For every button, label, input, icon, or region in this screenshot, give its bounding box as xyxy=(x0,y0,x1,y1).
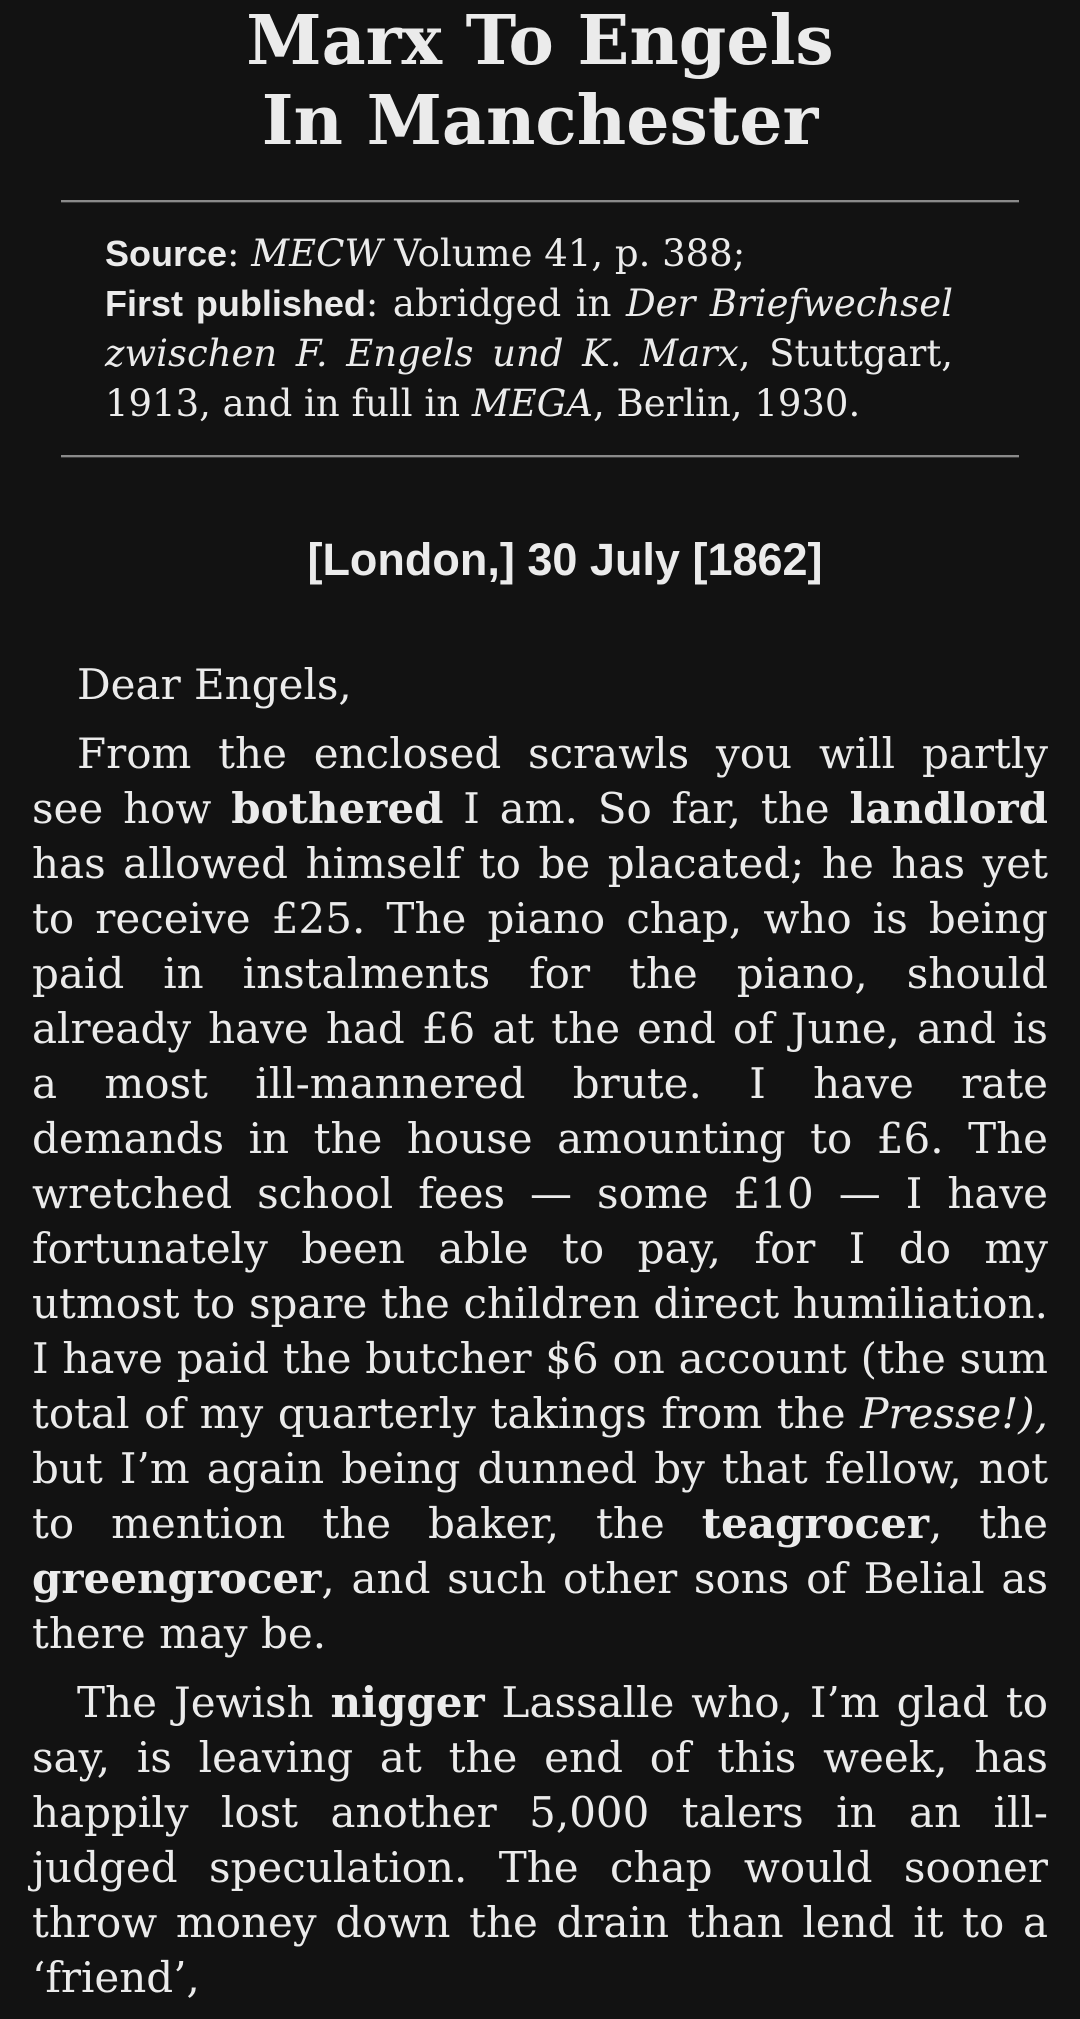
salutation: Dear Engels, xyxy=(77,660,352,709)
paragraph-1 xyxy=(32,726,1048,1661)
bold-word: teagrocer xyxy=(701,1499,929,1548)
bold-word: landlord xyxy=(849,784,1048,833)
bold-word: nigger xyxy=(330,1678,485,1727)
italic-title: Presse!), xyxy=(860,1389,1048,1438)
source-text: Volume 41, p. 388; xyxy=(382,232,746,275)
text-run: , and such other sons of Belial as there may be. xyxy=(32,1554,1048,1658)
title-line-1: Marx To Engels xyxy=(246,1,834,81)
first-published-text: : abridged in xyxy=(365,282,627,325)
text-run: The Jewish xyxy=(77,1678,331,1727)
first-published-label: First published xyxy=(105,283,366,324)
title-line-2: In Manchester xyxy=(261,81,819,161)
source-info: Source: MECW Volume 41, p. 388; First published: abridged in Der Briefwechsel zwischen F. Engels und K. Marx, Stuttgart, 1913, and in full in MEGA, Berlin, 1930. xyxy=(105,232,954,425)
text-run: , the xyxy=(928,1499,1049,1548)
first-published-text: , Berlin, 1930. xyxy=(593,382,861,425)
text-run: From the enclosed scrawls you will partly see how xyxy=(32,729,1048,833)
text-run: I am. So far, the xyxy=(443,784,850,833)
page-title xyxy=(0,1,1080,161)
text-run: but I’m again being dunned by that fellow, not to mention the baker, the xyxy=(32,1444,1048,1548)
first-published-title: Der Briefwechsel zwischen F. Engels und K. Marx xyxy=(105,282,954,375)
bottom-divider xyxy=(61,455,1019,458)
letter-body xyxy=(32,657,1048,2019)
text-run: Lassalle who, I’m glad to say, is leaving at the end of this week, has happily lost another 5,000 talers in an ill-judged speculation. The chap would sooner throw money down the drain than lend it to a ‘friend’, xyxy=(32,1678,1048,2002)
first-published-title: MEGA xyxy=(471,382,593,425)
top-divider xyxy=(61,200,1019,203)
paragraph-2 xyxy=(32,1675,1048,2005)
text-run: has allowed himself to be placated; he has yet to receive £25. The piano chap, who is being paid in instalments for the piano, should already have had £6 at the end of June, and is a most ill-mannered brute. I have rate demands in the house amounting to £6. The wretched school fees — some £10 — I have fortunately been able to pay, for I do my utmost to spare the children direct humiliation. I have paid the butcher $6 on account (the sum total of my quarterly takings from the xyxy=(32,839,1048,1438)
dateline: [London,] 30 July [1862] xyxy=(307,534,823,585)
first-published-text: , Stuttgart, 1913, and in full in xyxy=(105,332,953,425)
bold-word: bothered xyxy=(231,784,444,833)
bold-word: greengrocer xyxy=(32,1554,322,1603)
source-title: MECW xyxy=(251,232,383,275)
source-label: Source xyxy=(105,233,228,274)
